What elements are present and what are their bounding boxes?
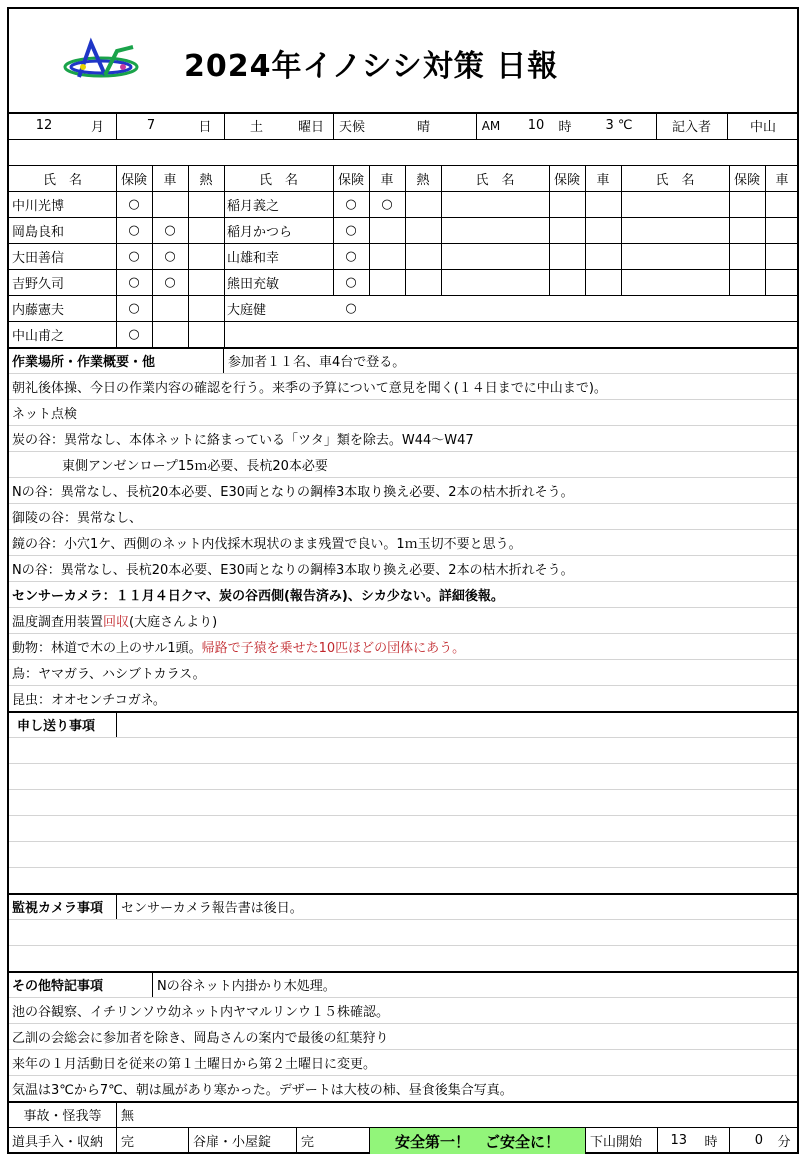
- hour-unit: 時: [704, 1135, 718, 1150]
- weekday-value: 土: [249, 120, 263, 135]
- month-value: 12: [35, 118, 53, 133]
- work-line: 鏡の谷：小穴1ケ、西側のネット内伐採木現状のまま残置で良い。1ｍ玉切不要と思う。: [12, 536, 522, 552]
- day-label: 日: [198, 120, 212, 135]
- member-name: 中山甫之: [12, 328, 65, 344]
- member-name: 稲月かつら: [227, 224, 293, 240]
- descent-hour: 13: [670, 1133, 687, 1148]
- car-mark: ○: [164, 274, 176, 290]
- insects-line: 昆虫：オオセンチコガネ。: [12, 692, 166, 708]
- handover-label: 申し送り事項: [17, 718, 96, 734]
- member-name: 中川光博: [12, 198, 65, 214]
- gate-value: 完: [301, 1135, 315, 1150]
- header-insurance-4: 保険: [733, 172, 760, 188]
- temp-device-note: (大庭さんより): [129, 614, 218, 630]
- member-name: 稲月義之: [227, 198, 280, 214]
- weekday-label: 曜日: [297, 120, 324, 135]
- header-car-2: 車: [380, 172, 394, 188]
- tools-value: 完: [121, 1135, 135, 1150]
- car-mark: ○: [381, 196, 393, 212]
- header-name-4: 氏 名: [655, 172, 695, 188]
- other-line: 乙訓の会総会に参加者を除き、岡島さんの案内で最後の紅葉狩り: [12, 1030, 389, 1046]
- temp-device-text: 温度調査用装置: [12, 614, 104, 630]
- camera-text: センサーカメラ報告書は後日。: [121, 900, 303, 916]
- weather-value: 晴: [416, 120, 430, 135]
- hour-label: 時: [558, 120, 572, 135]
- member-name: 大庭健: [227, 302, 267, 318]
- minute-unit: 分: [777, 1135, 791, 1150]
- month-label: 月: [90, 120, 104, 135]
- member-name: 岡島良和: [12, 224, 65, 240]
- other-first-line: Nの谷ネット内掛かり木処理。: [157, 978, 336, 994]
- member-name: 熊田充敏: [227, 276, 280, 292]
- temp-device-line: [9, 607, 797, 633]
- car-mark: ○: [164, 248, 176, 264]
- header-heat-2: 熱: [416, 172, 430, 188]
- project-logo-icon: [61, 37, 141, 87]
- insurance-mark: ○: [345, 300, 357, 316]
- member-name: 大田善信: [12, 250, 65, 266]
- work-line: 御陵の谷：異常なし、: [12, 510, 143, 526]
- header-name-2: 氏 名: [258, 172, 298, 188]
- birds-line: 鳥：ヤマガラ、ハシブトカラス。: [12, 666, 206, 682]
- hour-value: 10: [527, 118, 545, 133]
- insurance-mark: ○: [128, 196, 140, 212]
- accident-value: 無: [121, 1108, 135, 1124]
- tools-label: 道具手入・収納: [12, 1135, 104, 1150]
- recorder-value: 中山: [749, 120, 776, 135]
- insurance-mark: ○: [345, 222, 357, 238]
- work-section-label: 作業場所・作業概要・他: [12, 354, 156, 370]
- header-car-1: 車: [163, 172, 177, 188]
- header-insurance-3: 保険: [553, 172, 580, 188]
- other-line: 来年の１月活動日を従来の第１土曜日から第２土曜日に変更。: [12, 1056, 377, 1072]
- header-car-4: 車: [775, 172, 789, 188]
- descent-minute: 0: [754, 1133, 763, 1148]
- insurance-mark: ○: [128, 274, 140, 290]
- member-name: 吉野久司: [12, 276, 65, 292]
- insurance-mark: ○: [128, 300, 140, 316]
- gate-label: 谷扉・小屋錠: [193, 1135, 272, 1150]
- other-line: 気温は3℃から7℃、朝は風があり寒かった。デザートは大枝の柿、昼食後集合写真。: [12, 1082, 513, 1098]
- animals-red-text: 帰路で子猿を乗せた10匹ほどの団体にあう。: [201, 640, 466, 656]
- descent-label: 下山開始: [590, 1135, 643, 1150]
- page-title: 2024年イノシシ対策 日報: [184, 49, 559, 84]
- work-line: 東側アンゼンロープ15ｍ必要、長杭20本必要: [62, 458, 328, 474]
- temp-device-red-text: 回収: [103, 614, 130, 630]
- header-heat-1: 熱: [199, 172, 213, 188]
- header-insurance-1: 保険: [120, 172, 147, 188]
- work-line: 朝礼後体操、今日の作業内容の確認を行う。来季の予算について意見を聞く(１４日までに中山まで)。: [12, 380, 607, 396]
- work-line: Nの谷：異常なし、長杭20本必要、E30両となりの鋼棒3本取り換え必要、2本の枯木折れそう。: [12, 484, 574, 500]
- day-value: 7: [146, 118, 156, 133]
- weather-label: 天候: [338, 120, 365, 135]
- member-name: 山雄和幸: [227, 250, 280, 266]
- animals-line: [9, 633, 797, 659]
- insurance-mark: ○: [128, 326, 140, 342]
- work-line-sensor-camera: センサーカメラ：１１月４日クマ、炭の谷西側(報告済み)、シカ少ない。詳細後報。: [12, 588, 504, 604]
- car-mark: [152, 191, 188, 217]
- work-summary: 参加者１１名、車4台で登る。: [228, 354, 406, 370]
- temperature-value: 3 ℃: [605, 118, 633, 133]
- insurance-mark: ○: [345, 274, 357, 290]
- header-name-3: 氏 名: [475, 172, 515, 188]
- work-line: Nの谷：異常なし、長杭20本必要、E30両となりの鋼棒3本取り換え必要、2本の枯木折れそう。: [12, 562, 574, 578]
- animals-text: 動物：林道で木の上のサル1頭。: [12, 640, 202, 656]
- insurance-mark: ○: [345, 196, 357, 212]
- member-name: 内藤憲夫: [12, 302, 65, 318]
- header-insurance-2: 保険: [337, 172, 364, 188]
- car-mark: ○: [164, 222, 176, 238]
- recorder-label: 記入者: [671, 120, 711, 135]
- header-name-1: 氏 名: [42, 172, 82, 188]
- daily-report-sheet: [7, 7, 799, 1154]
- header-car-3: 車: [596, 172, 610, 188]
- other-label: その他特記事項: [12, 978, 104, 994]
- ampm-value: AM: [481, 118, 501, 133]
- insurance-mark: ○: [128, 248, 140, 264]
- insurance-mark: ○: [128, 222, 140, 238]
- insurance-mark: ○: [345, 248, 357, 264]
- safety-banner: 安全第一！ ご安全に！: [370, 1128, 585, 1154]
- work-line: 炭の谷：異常なし、本体ネットに絡まっている「ツタ」類を除去。W44～W47: [12, 432, 474, 448]
- work-line: ネット点検: [12, 406, 78, 422]
- other-line: 池の谷観察、イチリンソウ幼ネット内ヤマルリンウ１５株確認。: [12, 1004, 390, 1020]
- camera-label: 監視カメラ事項: [12, 900, 104, 916]
- accident-label: 事故・怪我等: [23, 1108, 102, 1124]
